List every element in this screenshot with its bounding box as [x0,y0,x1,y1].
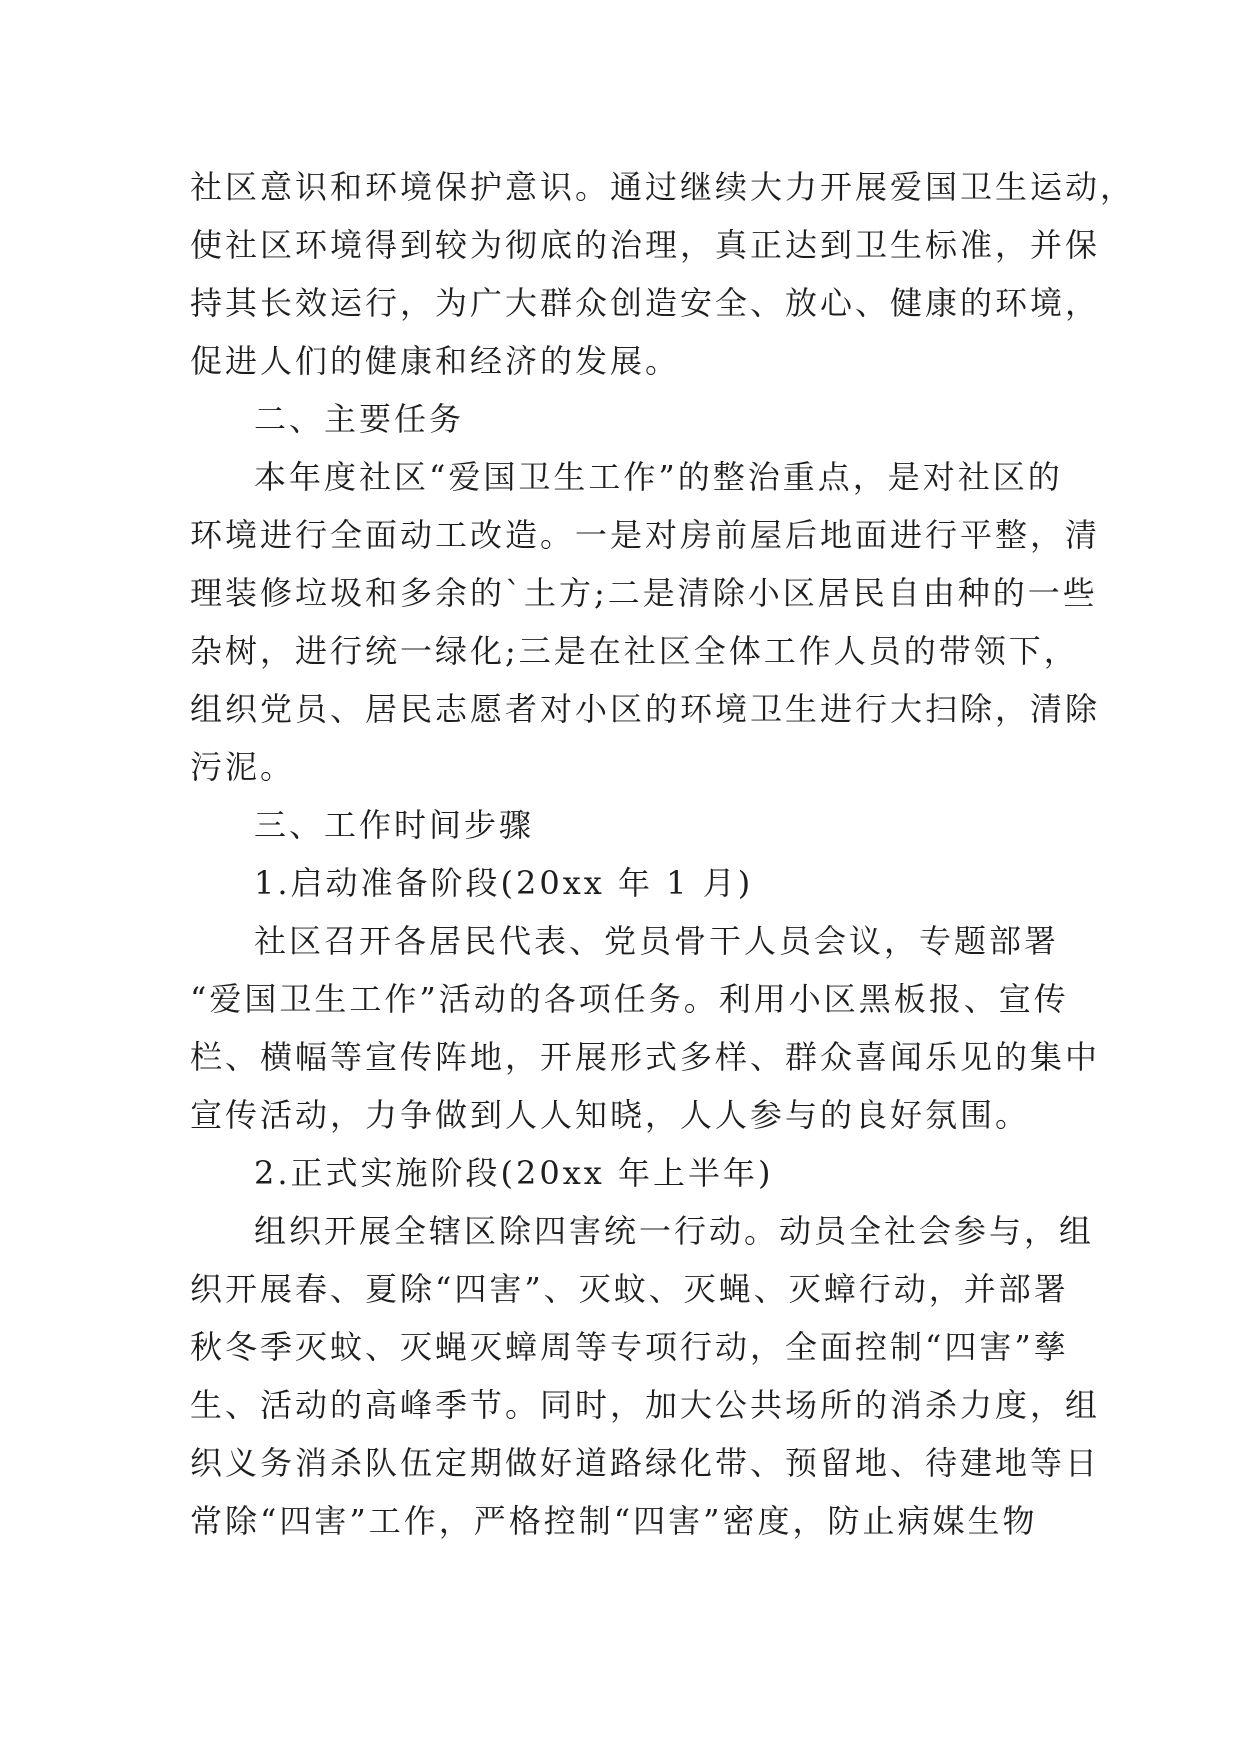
text-line: 持其长效运行，为广大群众创造安全、放心、健康的环境， [190,284,1101,322]
subsection-heading: 2.正式实施阶段(20xx 年上半年) [254,1154,774,1192]
text-line: 促进人们的健康和经济的发展。 [190,342,681,380]
text-line: 社区意识和环境保护意识。通过继续大力开展爱国卫生运动， [190,168,1136,206]
text-line: 常除“四害”工作，严格控制“四害”密度，防止病媒生物 [190,1502,1038,1540]
text-line: 织开展春、夏除“四害”、灭蚊、灭蝇、灭蟑行动，并部署 [190,1270,1069,1308]
text-line: 理装修垃圾和多余的`土方;二是清除小区居民自由种的一些 [190,574,1098,612]
text-line: 织义务消杀队伍定期做好道路绿化带、预留地、待建地等日 [190,1444,1101,1482]
section-heading: 三、工作时间步骤 [254,806,535,844]
subsection-heading: 1.启动准备阶段(20xx 年 1 月) [254,864,754,902]
text-line: 组织党员、居民志愿者对小区的环境卫生进行大扫除，清除 [190,690,1101,728]
text-line: 栏、横幅等宣传阵地，开展形式多样、群众喜闻乐见的集中 [190,1038,1101,1076]
text-line: 组织开展全辖区除四害统一行动。动员全社会参与，组 [254,1212,1095,1250]
section-heading: 二、主要任务 [254,400,465,438]
text-line: 社区召开各居民代表、党员骨干人员会议，专题部署 [254,922,1060,960]
text-line: 使社区环境得到较为彻底的治理，真正达到卫生标准，并保 [190,226,1101,264]
text-line: 污泥。 [190,748,296,786]
document-body [190,158,1136,1550]
text-line: 本年度社区“爱国卫生工作”的整治重点，是对社区的 [254,458,1063,496]
text-line: “爱国卫生工作”活动的各项任务。利用小区黑板报、宣传 [190,980,1069,1018]
text-line: 宣传活动，力争做到人人知晓，人人参与的良好氛围。 [190,1096,1031,1134]
text-line: 环境进行全面动工改造。一是对房前屋后地面进行平整，清 [190,516,1101,554]
text-line: 杂树，进行统一绿化;三是在社区全体工作人员的带领下， [190,632,1079,670]
text-line: 生、活动的高峰季节。同时，加大公共场所的消杀力度，组 [190,1386,1101,1424]
text-line: 秋冬季灭蚊、灭蝇灭蟑周等专项行动，全面控制“四害”孳 [190,1328,1069,1366]
